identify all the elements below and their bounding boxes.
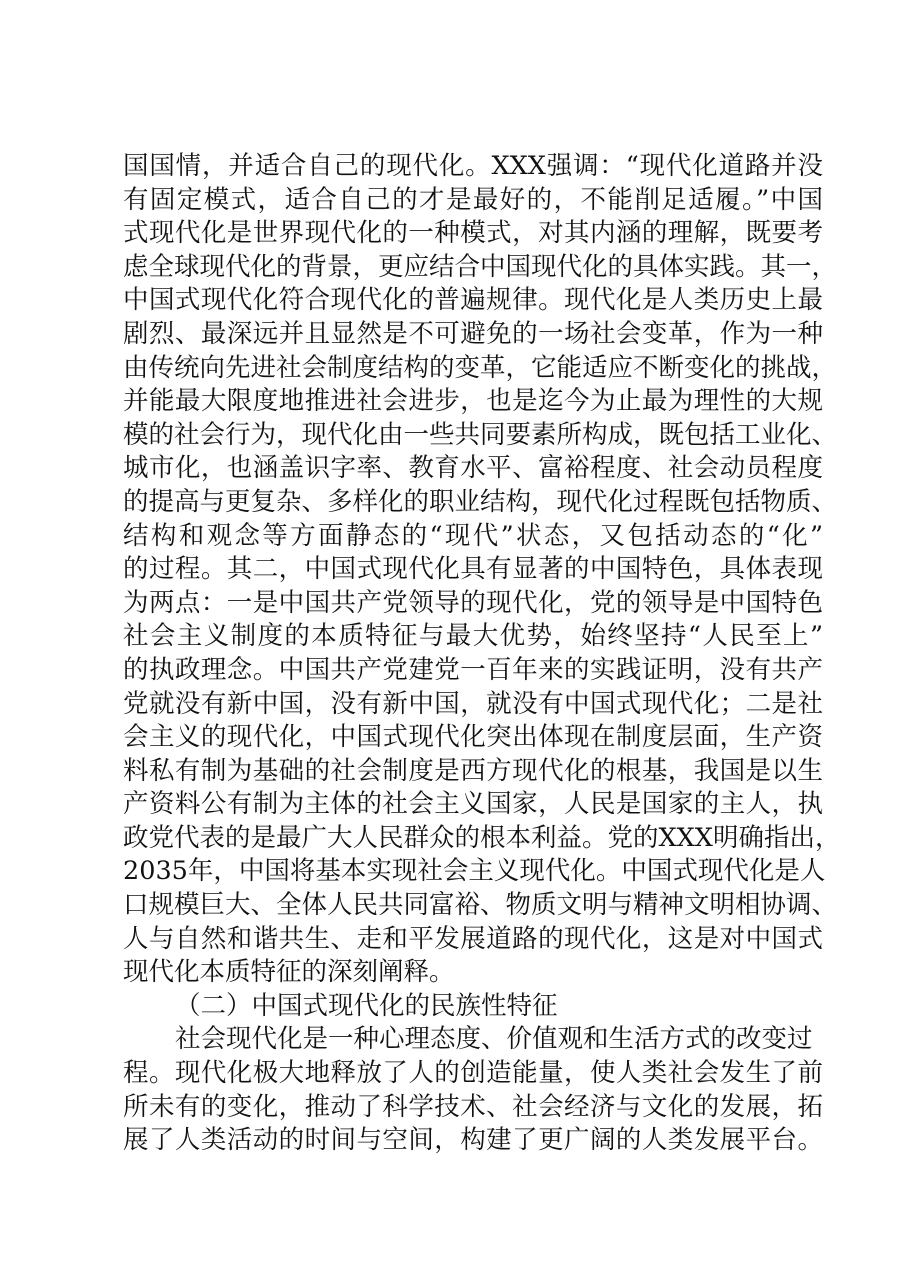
body-line: 为两点：一是中国共产党领导的现代化，党的领导是中国特色 (123, 587, 823, 618)
body-line: 口规模巨大、全体人民共同富裕、物质文明与精神文明相协调、 (123, 890, 838, 921)
section-heading: （二）中国式现代化的民族性特征 (175, 990, 558, 1021)
body-line: 社会主义制度的本质特征与最大优势，始终坚持“人民至上” (123, 621, 823, 652)
body-line: 并能最大限度地推进社会进步，也是迄今为止最为理性的大规 (123, 386, 823, 417)
body-line: 国国情，并适合自己的现代化。XXX强调：“现代化道路并没 (123, 151, 823, 181)
body-line: 虑全球现代化的背景，更应结合中国现代化的具体实践。其一， (123, 251, 838, 282)
body-line: 2035年，中国将基本实现社会主义现代化。中国式现代化是人 (123, 856, 826, 887)
body-line: 的过程。其二，中国式现代化具有显著的中国特色，具体表现 (123, 554, 823, 585)
body-line: 料私有制为基础的社会制度是西方现代化的根基，我国是以生 (123, 755, 823, 786)
body-line: 式现代化是世界现代化的一种模式，对其内涵的理解，既要考 (123, 218, 823, 249)
body-line: 剧烈、最深远并且显然是不可避免的一场社会变革，作为一种 (123, 318, 823, 349)
document-body (123, 150, 841, 1158)
body-line: 模的社会行为，现代化由一些共同要素所构成，既包括工业化、 (123, 419, 838, 450)
body-line: 有固定模式，适合自己的才是最好的，不能削足适履。”中国 (123, 184, 823, 215)
body-line: 城市化，也涵盖识字率、教育水平、富裕程度、社会动员程度 (123, 453, 823, 484)
body-line: 政党代表的是最广大人民群众的根本利益。党的XXX明确指出， (123, 822, 841, 853)
body-line: 结构和观念等方面静态的“现代”状态，又包括动态的“化” (123, 520, 823, 551)
body-line: 中国式现代化符合现代化的普遍规律。现代化是人类历史上最 (123, 285, 823, 316)
body-line: 产资料公有制为主体的社会主义国家，人民是国家的主人，执 (123, 789, 823, 820)
body-line: 程。现代化极大地释放了人的创造能量，使人类社会发生了前 (123, 1058, 823, 1089)
body-line: 所未有的变化，推动了科学技术、社会经济与文化的发展，拓 (123, 1091, 823, 1122)
body-line: 人与自然和谐共生、走和平发展道路的现代化，这是对中国式 (123, 923, 823, 954)
body-line: 由传统向先进社会制度结构的变革，它能适应不断变化的挑战， (123, 352, 838, 383)
body-line: 会主义的现代化，中国式现代化突出体现在制度层面，生产资 (123, 722, 823, 753)
body-line: 社会现代化是一种心理态度、价值观和生活方式的改变过 (175, 1024, 813, 1055)
body-line: 党就没有新中国，没有新中国，就没有中国式现代化；二是社 (123, 688, 823, 719)
body-line: 现代化本质特征的深刻阐释。 (123, 957, 455, 988)
body-line: 的执政理念。中国共产党建党一百年来的实践证明，没有共产 (123, 654, 823, 685)
body-line: 的提高与更复杂、多样化的职业结构，现代化过程既包括物质、 (123, 486, 838, 517)
body-line: 展了人类活动的时间与空间，构建了更广阔的人类发展平台。 (123, 1125, 823, 1156)
